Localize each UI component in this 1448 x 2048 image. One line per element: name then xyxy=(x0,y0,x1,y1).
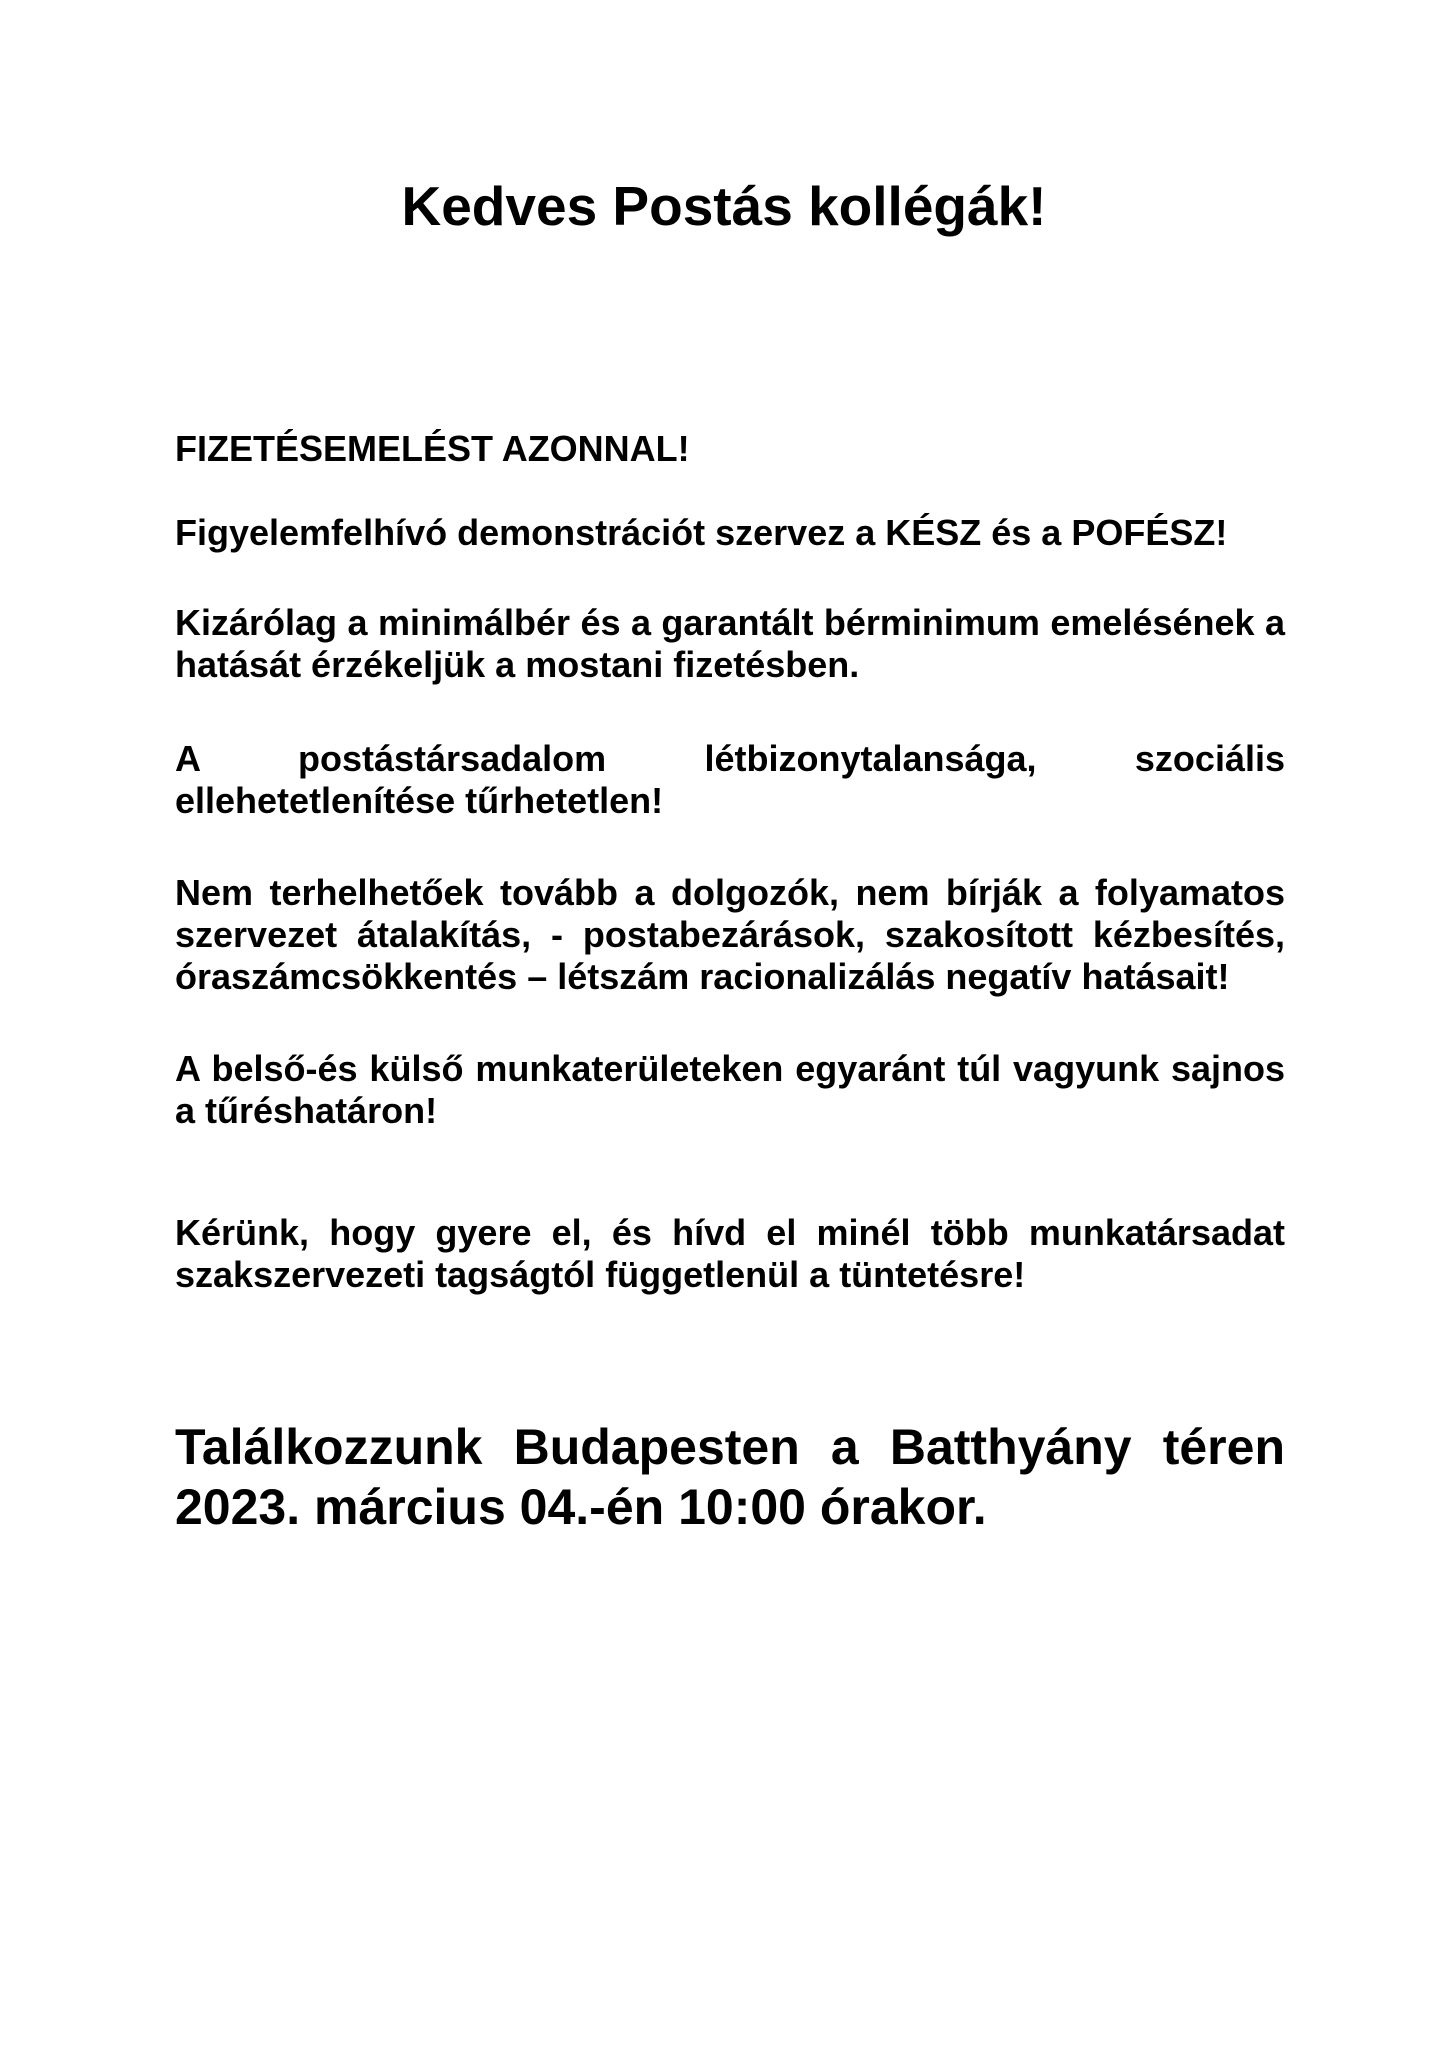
document-title: Kedves Postás kollégák! xyxy=(401,175,1047,237)
paragraph-organizers: Figyelemfelhívó demonstrációt szervez a KÉSZ és a POFÉSZ! xyxy=(175,512,1228,553)
closing-meeting-details: Találkozzunk Budapesten a Batthyány téren 2023. március 04.-én 10:00 órakor. xyxy=(175,1419,1285,1535)
paragraph-workload: Nem terhelhetőek tovább a dolgozók, nem bírják a folyamatos szervezet átalakítás, - postabezárások, szakosított kézbesítés, óraszámcsökkentés – létszám racionalizálás negatív hatásait! xyxy=(175,872,1285,997)
paragraph-wages: Kizárólag a minimálbér és a garantált bérminimum emelésének a hatását érzékeljük a mostani fizetésben. xyxy=(175,602,1285,685)
paragraph-invitation: Kérünk, hogy gyere el, és hívd el minél több munkatársadat szakszervezeti tagságtól függetlenül a tüntetésre! xyxy=(175,1212,1285,1295)
headline: FIZETÉSEMELÉST AZONNAL! xyxy=(175,428,690,469)
paragraph-insecurity: A postástársadalom létbizonytalansága, szociális ellehetetlenítése tűrhetetlen! xyxy=(175,738,1285,821)
paragraph-tolerance: A belső-és külső munkaterületeken egyaránt túl vagyunk sajnos a tűréshatáron! xyxy=(175,1048,1285,1131)
